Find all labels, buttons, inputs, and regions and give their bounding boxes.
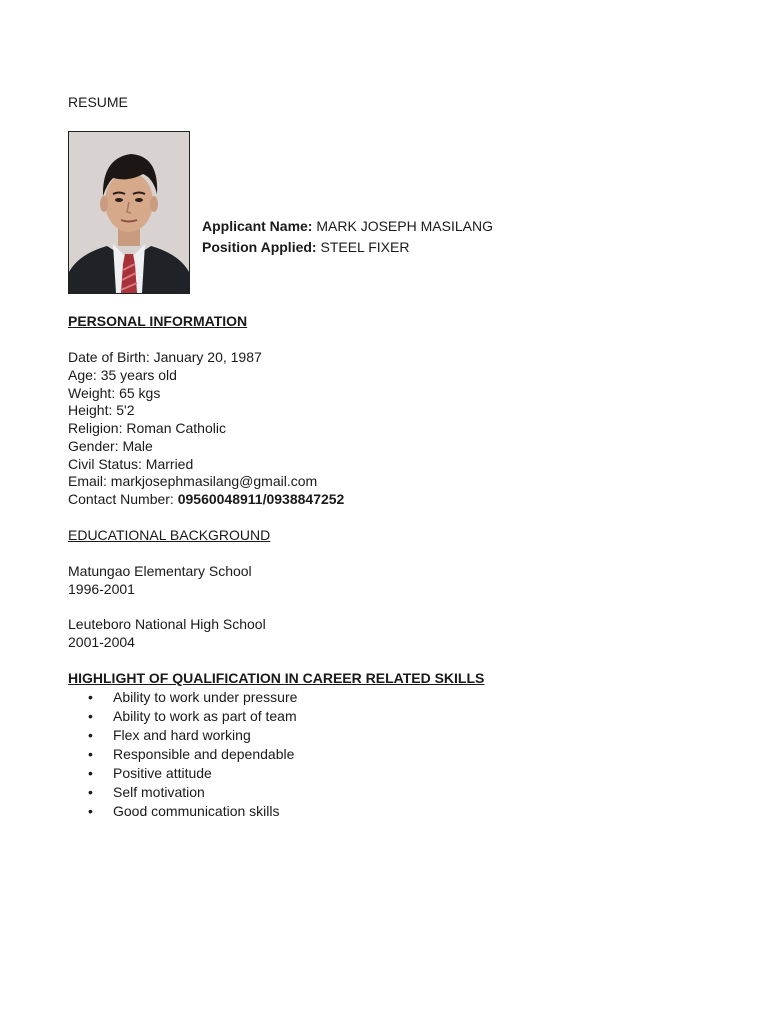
skill-text: Ability to work under pressure — [113, 689, 298, 705]
position-applied-value: STEEL FIXER — [320, 239, 410, 255]
skill-text: Flex and hard working — [113, 727, 251, 743]
religion: Religion: Roman Catholic — [68, 420, 226, 436]
bullet: • — [88, 765, 93, 781]
skill-text: Self motivation — [113, 784, 205, 800]
applicant-photo — [68, 131, 190, 294]
contact-number-value: 09560048911/0938847252 — [177, 491, 345, 507]
list-item — [88, 726, 297, 745]
contact-number-label: Contact Number: — [68, 491, 178, 507]
school-years: 1996-2001 — [68, 581, 135, 597]
email: Email: markjosephmasilang@gmail.com — [68, 473, 318, 489]
list-item — [88, 745, 297, 764]
list-item — [88, 688, 297, 707]
skill-text: Ability to work as part of team — [113, 708, 297, 724]
height: Height: 5'2 — [68, 402, 135, 418]
skills-list — [88, 688, 297, 821]
bullet: • — [88, 727, 93, 743]
age: Age: 35 years old — [68, 367, 177, 383]
contact-number-line — [68, 491, 344, 508]
list-item — [88, 802, 297, 821]
document-title: RESUME — [68, 94, 128, 110]
applicant-name-value: MARK JOSEPH MASILANG — [316, 218, 493, 234]
civil-status: Civil Status: Married — [68, 456, 194, 472]
skills-heading: HIGHLIGHT OF QUALIFICATION IN CAREER RELATED SKILLS — [68, 670, 485, 686]
list-item — [88, 707, 297, 726]
applicant-name-label: Applicant Name: — [202, 218, 313, 234]
skill-text: Positive attitude — [113, 765, 212, 781]
bullet: • — [88, 746, 93, 762]
list-item — [88, 764, 297, 783]
date-of-birth: Date of Birth: January 20, 1987 — [68, 349, 262, 365]
applicant-photo-image — [69, 132, 189, 293]
skill-text: Responsible and dependable — [113, 746, 295, 762]
position-applied-label: Position Applied: — [202, 239, 317, 255]
education-heading: EDUCATIONAL BACKGROUND — [68, 527, 271, 543]
personal-info-heading: PERSONAL INFORMATION — [68, 313, 248, 329]
applicant-name-line — [202, 218, 493, 235]
gender: Gender: Male — [68, 438, 153, 454]
list-item — [88, 783, 297, 802]
school-years: 2001-2004 — [68, 634, 135, 650]
position-applied-line — [202, 239, 409, 256]
bullet: • — [88, 689, 93, 705]
bullet: • — [88, 803, 93, 819]
school-name: Leuteboro National High School — [68, 616, 266, 632]
skill-text: Good communication skills — [113, 803, 280, 819]
school-name: Matungao Elementary School — [68, 563, 252, 579]
weight: Weight: 65 kgs — [68, 385, 161, 401]
bullet: • — [88, 784, 93, 800]
bullet: • — [88, 708, 93, 724]
